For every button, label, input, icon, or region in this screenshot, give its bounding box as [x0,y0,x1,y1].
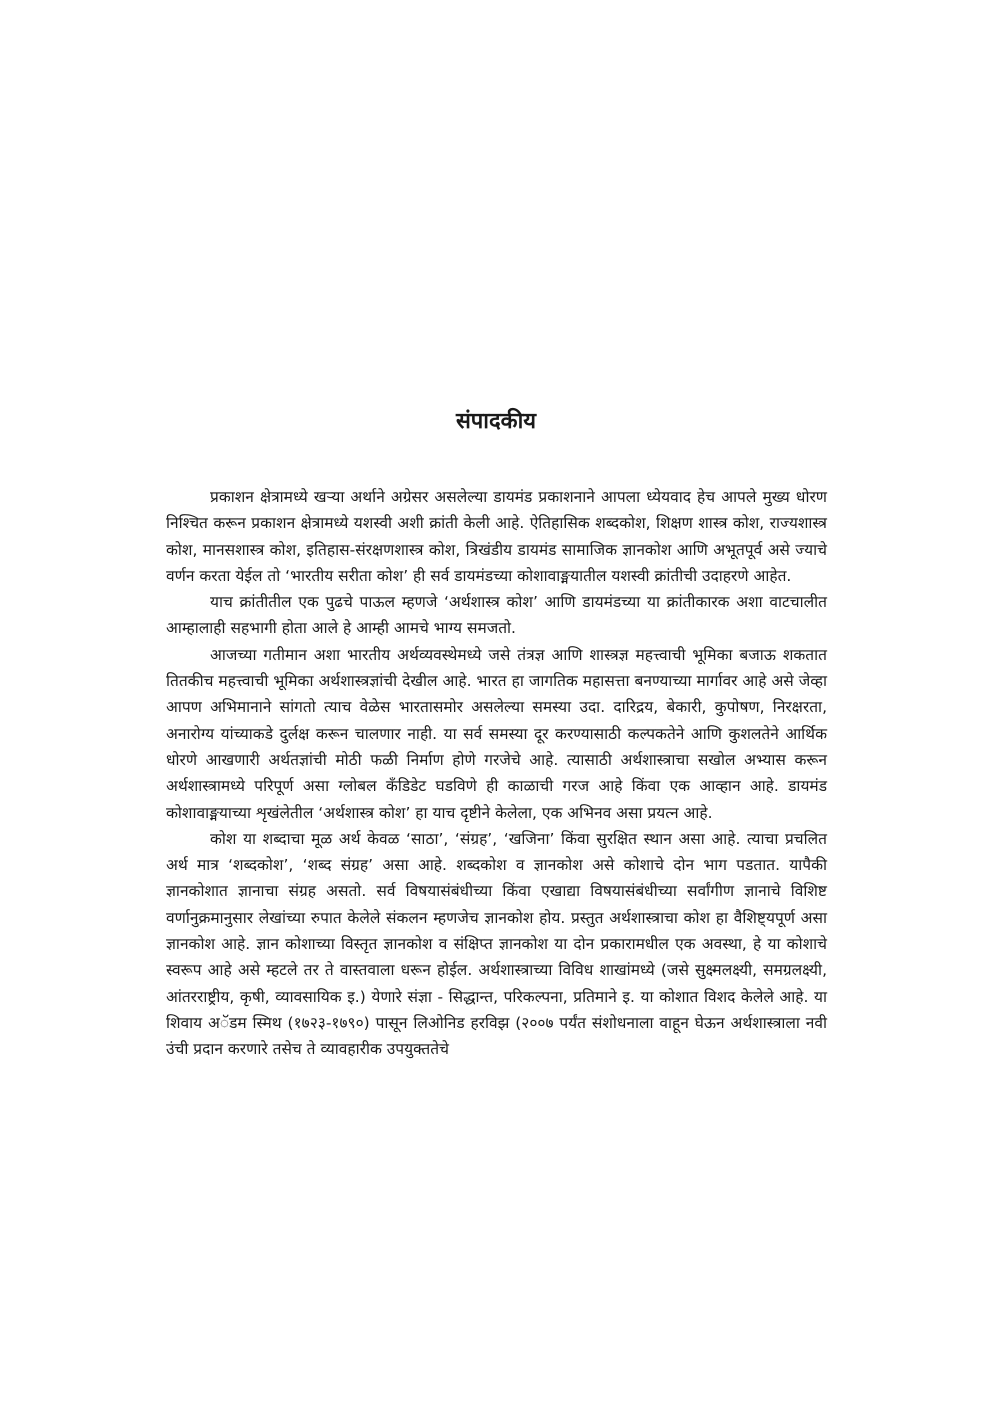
paragraph: आजच्या गतीमान अशा भारतीय अर्थव्यवस्थेमध्ये जसे तंत्रज्ञ आणि शास्त्रज्ञ महत्त्वाची भूमिका बजाऊ शकतात तितकीच महत्त्वाची भूमिका अर्थशास्त्रज्ञांची देखील आहे. भारत हा जागतिक महासत्ता बनण्याच्या मार्गावर आहे असे जेव्हा आपण अभिमानाने सांगतो त्याच वेळेस भारतासमोर असलेल्या समस्या उदा. दारिद्रय, बेकारी, कुपोषण, निरक्षरता, अनारोग्य यांच्याकडे दुर्लक्ष करून चालणार नाही. या सर्व समस्या दूर करण्यासाठी कल्पकतेने आणि कुशलतेने आर्थिक धोरणे आखणारी अर्थतज्ञांची मोठी फळी निर्माण होणे गरजेचे आहे. त्यासाठी अर्थशास्त्राचा सखोल अभ्यास करून अर्थशास्त्रामध्ये परिपूर्ण असा ग्लोबल कँडिडेट घडविणे ही काळाची गरज आहे किंवा एक आव्हान आहे. डायमंड कोशावाङ्मयाच्या शृखंलेतील ‘अर्थशास्त्र कोश’ हा याच दृष्टीने केलेला, एक अभिनव असा प्रयत्न आहे. [166,645,827,822]
page-title: संपादकीय [455,409,537,434]
paragraph: कोश या शब्दाचा मूळ अर्थ केवळ ‘साठा’, ‘संग्रह’, ‘खजिना’ किंवा सुरक्षित स्थान असा आहे. त्याचा प्रचलित अर्थ मात्र ‘शब्दकोश’, ‘शब्द संग्रह’ असा आहे. शब्दकोश व ज्ञानकोश असे कोशाचे दोन भाग पडतात. यापैकी ज्ञानकोशात ज्ञानाचा संग्रह असतो. सर्व विषयासंबंधीच्या किंवा एखाद्या विषयासंबंधीच्या सर्वांगीण ज्ञानाचे विशिष्ट वर्णानुक्रमानुसार लेखांच्या रुपात केलेले संकलन म्हणजेच ज्ञानकोश होय. प्रस्तुत अर्थशास्त्राचा कोश हा वैशिष्ट्यपूर्ण असा ज्ञानकोश आहे. ज्ञान कोशाच्या विस्तृत ज्ञानकोश व संक्षिप्त ज्ञानकोश या दोन प्रकारामधील एक अवस्था, हे या कोशाचे स्वरूप आहे असे म्हटले तर ते वास्तवाला धरून होईल. अर्थशास्त्राच्या विविध शाखांमध्ये (जसे सुक्ष्मलक्ष्यी, समग्रलक्ष्यी, आंतरराष्ट्रीय, कृषी, व्यावसायिक इ.) येणारे संज्ञा - सिद्धान्त, परिकल्पना, प्रतिमाने इ. या कोशात विशद केलेले आहे. या शिवाय अॅडम स्मिथ (१७२३-१७९०) पासून लिओनिड हरविझ (२००७ पर्यंत संशोधनाला वाहून घेऊन अर्थशास्त्राला नवी उंची प्रदान करणारे तसेच ते व्यावहारीक उपयुक्ततेचे [166,829,827,1059]
editorial-body [166,484,827,1063]
paragraph: प्रकाशन क्षेत्रामध्ये खऱ्या अर्थाने अग्रेसर असलेल्या डायमंड प्रकाशनाने आपला ध्येयवाद हेच आपले मुख्य धोरण निश्चित करून प्रकाशन क्षेत्रामध्ये यशस्वी अशी क्रांती केली आहे. ऐतिहासिक शब्दकोश, शिक्षण शास्त्र कोश, राज्यशास्त्र कोश, मानसशास्त्र कोश, इतिहास-संरक्षणशास्त्र कोश, त्रिखंडीय डायमंड सामाजिक ज्ञानकोश आणि अभूतपूर्व असे ज्याचे वर्णन करता येईल तो ‘भारतीय सरीता कोश’ ही सर्व डायमंडच्या कोशावाङ्मयातील यशस्वी क्रांतीची उदाहरणे आहेत. [166,488,827,585]
paragraph: याच क्रांतीतील एक पुढचे पाऊल म्हणजे ‘अर्थशास्त्र कोश’ आणि डायमंडच्या या क्रांतीकारक अशा वाटचालीत आम्हालाही सहभागी होता आले हे आम्ही आमचे भाग्य समजतो. [166,593,827,638]
